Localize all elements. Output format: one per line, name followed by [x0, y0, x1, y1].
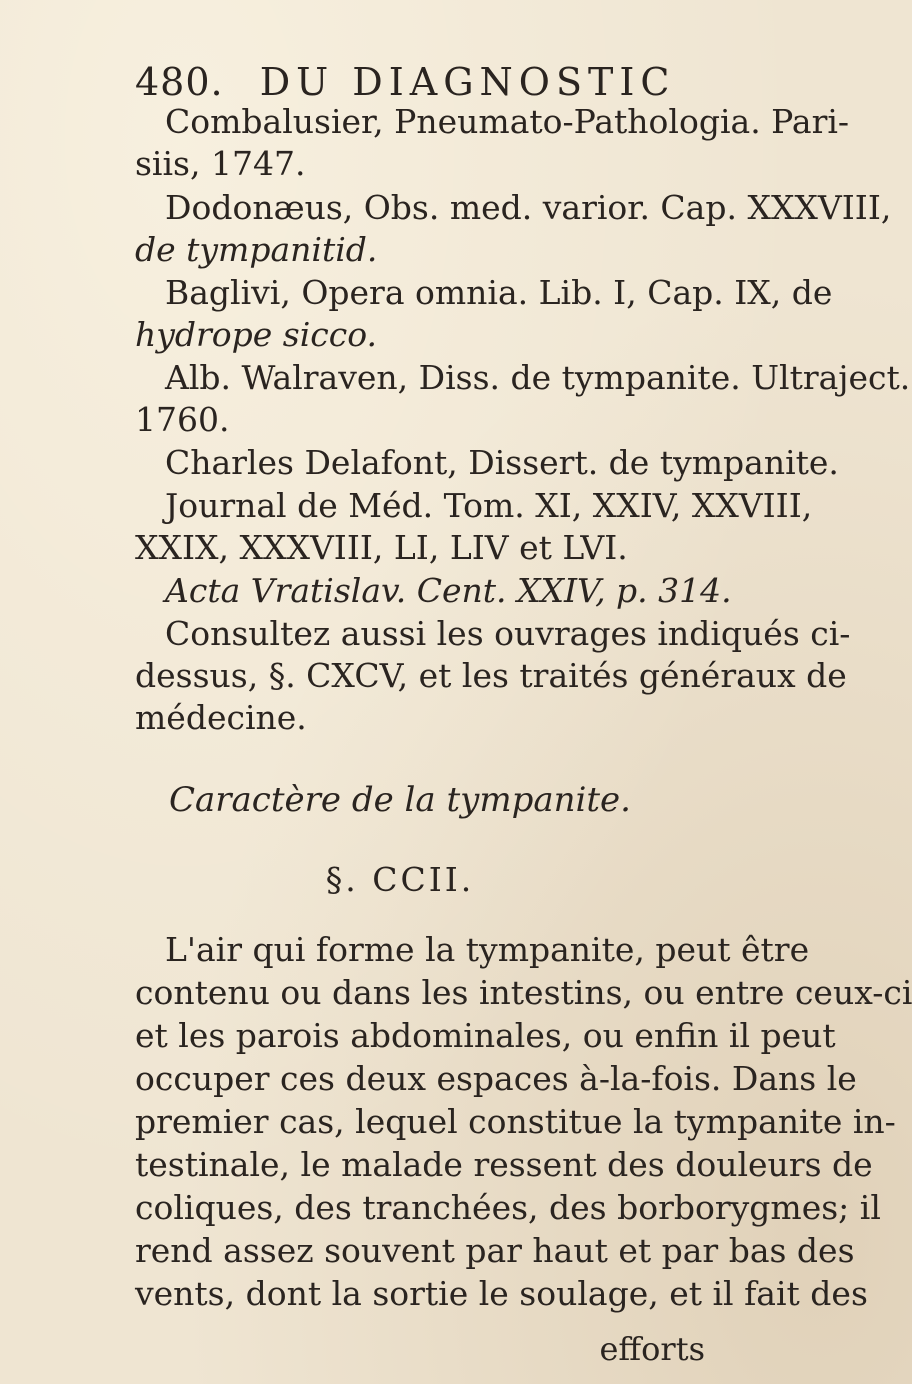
paragraph-line: L'air qui forme la tympanite, peut être — [165, 930, 810, 969]
reference-line: hydrope sicco. — [135, 315, 378, 354]
reference-line: médecine. — [135, 698, 307, 737]
reference-line: Dodonæus, Obs. med. varior. Cap. XXXVIII, — [165, 188, 892, 227]
paragraph-line: premier cas, lequel constitue la tympanite in- — [135, 1102, 896, 1141]
paragraph-line: occuper ces deux espaces à-la-fois. Dans le — [135, 1059, 857, 1098]
page-number: 480. — [135, 60, 224, 104]
paragraph-line: testinale, le malade ressent des douleurs de — [135, 1145, 873, 1184]
reference-line: 1760. — [135, 400, 230, 439]
reference-line: Journal de Méd. Tom. XI, XXIV, XXVIII, — [165, 486, 813, 525]
section-title: Caractère de la tympanite. — [169, 780, 631, 820]
reference-line: Alb. Walraven, Diss. de tympanite. Ultraject. — [165, 358, 911, 397]
reference-line: de tympanitid. — [135, 230, 378, 269]
reference-line: Baglivi, Opera omnia. Lib. I, Cap. IX, de — [165, 273, 833, 312]
page-header — [135, 60, 675, 104]
section-number: §. CCII. — [325, 860, 475, 899]
running-title: DU DIAGNOSTIC — [259, 60, 676, 104]
paragraph-line: contenu ou dans les intestins, ou entre ceux-ci — [135, 973, 912, 1012]
paragraph-line: coliques, des tranchées, des borborygmes; il — [135, 1188, 881, 1227]
catchword: efforts — [599, 1330, 705, 1368]
reference-line: Charles Delafont, Dissert. de tympanite. — [165, 443, 839, 482]
reference-line: dessus, §. CXCV, et les traités généraux de — [135, 656, 847, 695]
paragraph-line: vents, dont la sortie le soulage, et il fait des — [135, 1274, 868, 1313]
paragraph-line: rend assez souvent par haut et par bas des — [135, 1231, 855, 1270]
reference-line: XXIX, XXXVIII, LI, LIV et LVI. — [135, 528, 628, 567]
reference-line: Consultez aussi les ouvrages indiqués ci- — [165, 614, 851, 653]
paragraph-line: et les parois abdominales, ou enfin il peut — [135, 1016, 836, 1055]
reference-line: Acta Vratislav. Cent. XXIV, p. 314. — [165, 571, 732, 610]
reference-line: siis, 1747. — [135, 144, 306, 183]
reference-line: Combalusier, Pneumato-Pathologia. Pari- — [165, 102, 850, 141]
